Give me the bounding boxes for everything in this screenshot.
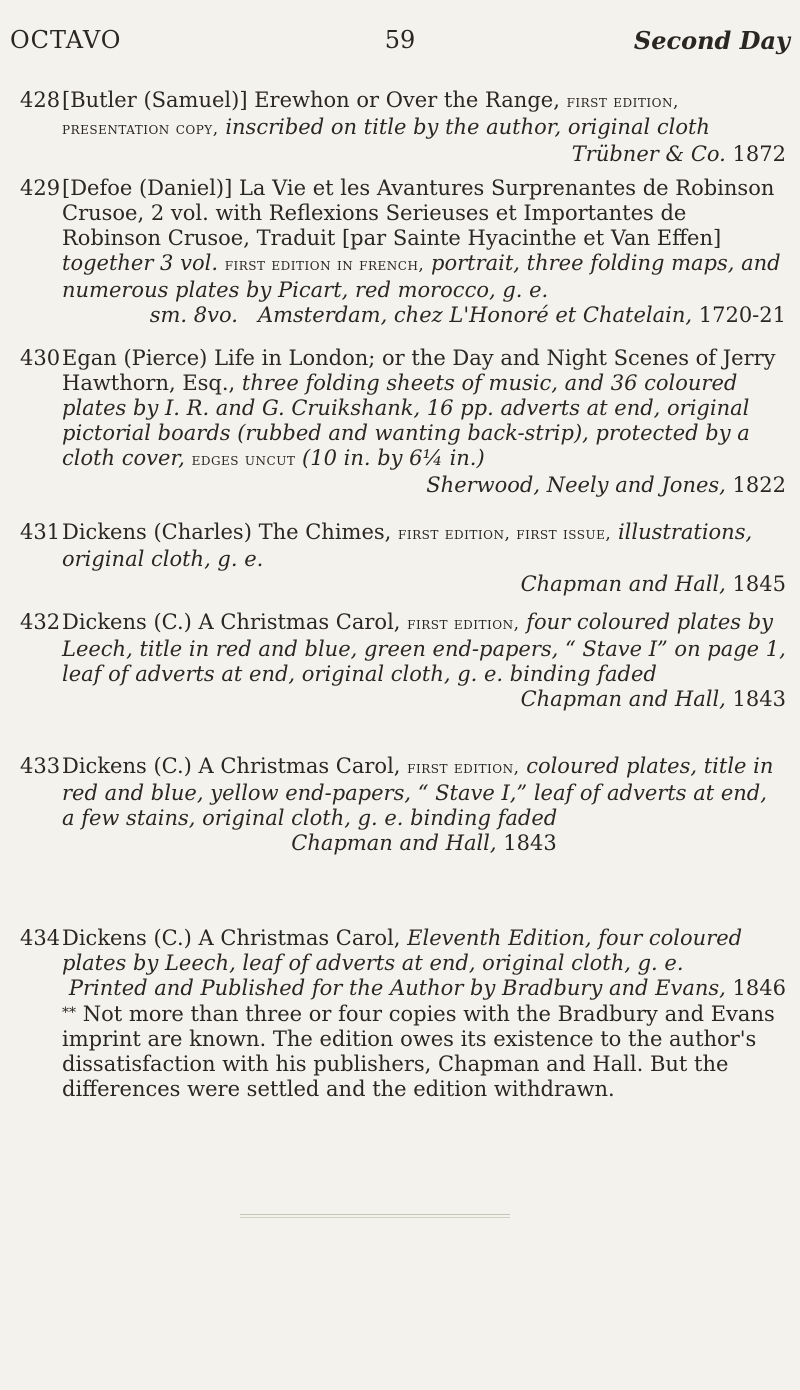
- entry-date: 1846: [732, 976, 786, 1000]
- entry-publisher: Chapman and Hall,: [520, 572, 726, 596]
- entry-title: A Christmas Carol,: [198, 610, 401, 634]
- entry-author: Dickens (Charles): [62, 520, 252, 544]
- entry-format: sm. 8vo.: [149, 303, 238, 327]
- lot-number: 428: [20, 88, 61, 112]
- entry-body: [62, 610, 786, 712]
- entry-date: 1872: [732, 142, 786, 166]
- entry-body: [62, 88, 786, 167]
- entry-author: Dickens (C.): [62, 926, 192, 950]
- entry-body: [62, 346, 786, 498]
- entry-edges: edges uncut: [191, 450, 296, 470]
- entry-imprint: [62, 687, 786, 712]
- entry-author: Dickens (C.): [62, 610, 192, 634]
- entry-date: 1843: [732, 687, 786, 711]
- entry-note: [62, 1001, 786, 1102]
- lot-number: 434: [20, 926, 61, 950]
- entry-body: [62, 176, 786, 328]
- header-format: OCTAVO: [10, 26, 122, 54]
- entry-body: [62, 520, 786, 597]
- entry-dimensions: (10 in. by 6¼ in.): [302, 446, 485, 470]
- lot-number: 430: [20, 346, 61, 370]
- entry-date: 1720-21: [698, 303, 786, 327]
- entry-publisher: Trübner & Co.: [571, 142, 726, 166]
- entry-publisher: Sherwood, Neely and Jones,: [426, 473, 726, 497]
- entry-title: A Christmas Carol,: [198, 926, 401, 950]
- lot-number: 433: [20, 754, 61, 778]
- divider: [240, 1214, 510, 1215]
- entry-publisher: Chapman and Hall,: [291, 831, 497, 855]
- entry-description: Eleventh Edition, four coloured plates by Leech, leaf of adverts at end, original cloth, g. e.: [62, 926, 743, 975]
- entry-body: [62, 926, 786, 1102]
- entry-edition: first edition,: [407, 614, 520, 634]
- entry-date: 1822: [732, 473, 786, 497]
- page-number: 59: [384, 26, 416, 54]
- entry-description: together 3 vol.: [62, 251, 218, 275]
- entry-date: 1843: [503, 831, 557, 855]
- entry-edition: first edition in french,: [224, 255, 425, 275]
- entry-description: three folding sheets of music, and 36 coloured plates by I. R. and G. Cruikshank, 16 pp. adverts at end, original pictorial boards (rubbed and wanting back-strip), protected by a cloth cover,: [62, 371, 750, 470]
- entry-title: La Vie et les Avantures Surprenantes de Robinson Crusoe, 2 vol. with Reflexions Serieuses et Importantes de Robinson Crusoe, Traduit [par Sainte Hyacinthe et Van Effen]: [62, 176, 775, 250]
- entry-imprint: [62, 572, 786, 597]
- entry-author: [Butler (Samuel)]: [62, 88, 248, 112]
- entry-edition: first edition, first issue,: [398, 524, 612, 544]
- entry-publisher: Amsterdam, chez L'Honoré et Chatelain,: [257, 303, 693, 327]
- entry-note-text: Not more than three or four copies with the Bradbury and Evans imprint are known. The edition owes its existence to the author's dissatisfaction with his publishers, Chapman and Hall. But the differences were settled and the edition withdrawn.: [62, 1002, 775, 1101]
- entry-description: four coloured plates by Leech, title in red and blue, green end-papers, “ Stave I” on page 1, leaf of adverts at end, original cloth, g. e. binding faded: [62, 610, 786, 686]
- entry-author: [Defoe (Daniel)]: [62, 176, 233, 200]
- entry-description-cont: portrait, three folding maps, and numerous plates by Picart, red morocco, g. e.: [62, 251, 781, 302]
- entry-title: Life in London; or the Day and Night Scenes of Jerry Hawthorn, Esq.,: [62, 346, 776, 395]
- lot-number: 432: [20, 610, 61, 634]
- entry-edition: first edition,: [407, 758, 520, 778]
- entry-author: Egan (Pierce): [62, 346, 208, 370]
- entry-date: 1845: [732, 572, 786, 596]
- entry-imprint: [62, 831, 786, 856]
- entry-description: inscribed on title by the author, original cloth: [225, 115, 710, 139]
- entry-publisher: Chapman and Hall,: [520, 687, 726, 711]
- page-header: [10, 26, 790, 60]
- entry-imprint: [62, 142, 786, 167]
- lot-number: 431: [20, 520, 61, 544]
- entry-publisher: Printed and Published for the Author by Bradbury and Evans,: [68, 976, 726, 1000]
- entry-description: illustrations, original cloth, g. e.: [62, 520, 753, 571]
- entry-title: A Christmas Carol,: [198, 754, 401, 778]
- entry-imprint: [62, 303, 786, 328]
- entry-imprint: [62, 976, 786, 1001]
- entry-author: Dickens (C.): [62, 754, 192, 778]
- asterism-icon: **: [62, 1005, 76, 1021]
- header-sale-day: Second Day: [633, 26, 790, 55]
- entry-edition: first edition, presentation copy,: [62, 92, 679, 139]
- entry-title: The Chimes,: [258, 520, 392, 544]
- entry-imprint: [62, 473, 786, 498]
- lot-number: 429: [20, 176, 61, 200]
- entry-title: Erewhon or Over the Range,: [254, 88, 560, 112]
- entry-description: coloured plates, title in red and blue, yellow end-papers, “ Stave I,” leaf of adverts at end, a few stains, original cloth, g. e. binding faded: [62, 754, 774, 830]
- entry-body: [62, 754, 786, 856]
- divider: [240, 1217, 510, 1218]
